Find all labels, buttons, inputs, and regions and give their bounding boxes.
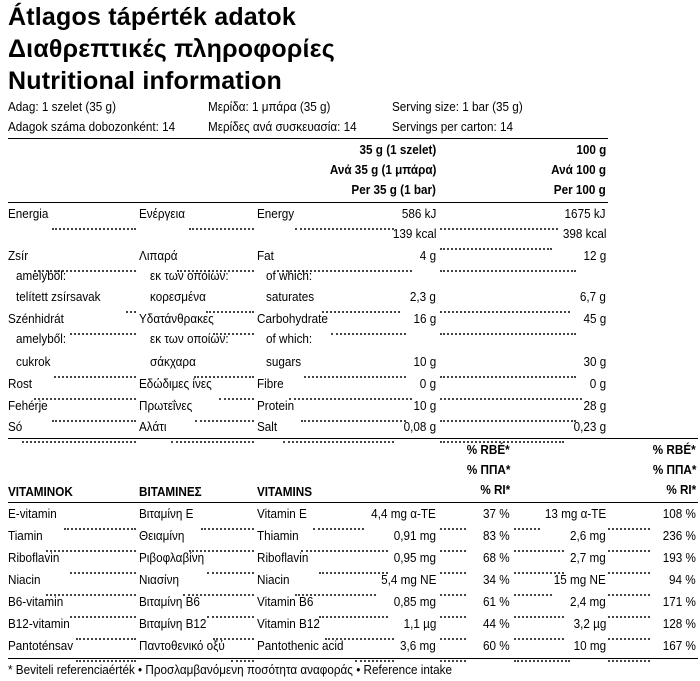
column-header-per-serving: Per 35 g (1 bar)	[351, 182, 436, 197]
nutrient-name-hu: telített zsírsavak	[16, 289, 101, 304]
vitamin-ri-per-100g: 94 %	[669, 572, 696, 587]
vitamin-ri-per-100g: 108 %	[662, 506, 696, 521]
vitamin-value-per-100g: 10 mg	[573, 638, 606, 653]
vitamin-name-el: Βιταμίνη Ε	[139, 506, 194, 521]
vitamin-name-el: Θειαμίνη	[139, 528, 185, 543]
nutrient-name-el: Πρωτεΐνες	[139, 398, 193, 413]
dot-leader	[440, 620, 466, 640]
vitamin-value-per-100g: 2,6 mg	[570, 528, 606, 543]
nutrient-name-en: Protein	[257, 398, 295, 413]
vitamin-value-per-100g: 2,4 mg	[570, 594, 606, 609]
vitamin-ri-per-serving: 68 %	[483, 550, 510, 565]
nutrient-value-per-100g: 12 g	[583, 248, 606, 263]
dot-leader	[440, 358, 576, 378]
vitamin-ri-per-100g: 128 %	[662, 616, 696, 631]
nutrient-name-en: Fat	[257, 248, 274, 263]
dot-leader	[331, 315, 406, 335]
dot-leader	[608, 642, 650, 662]
dot-leader	[319, 554, 388, 574]
title-english: Nutritional information	[8, 67, 283, 95]
dot-leader	[322, 293, 400, 313]
vitamin-name-hu: E-vitamin	[8, 506, 57, 521]
nutrient-name-en: Fibre	[257, 376, 284, 391]
vitamin-value-per-serving: 3,6 mg	[400, 638, 436, 653]
dot-leader	[313, 510, 364, 530]
dot-leader	[440, 510, 466, 530]
dot-leader	[514, 620, 564, 640]
dot-leader	[207, 598, 254, 618]
footnote: * Beviteli referenciaérték • Προσλαμβανόμενη ποσότητα αναφοράς • Reference intake	[8, 662, 452, 677]
vitamin-ri-per-serving: 34 %	[483, 572, 510, 587]
dot-leader	[440, 598, 466, 618]
nutrient-value-per-serving: 16 g	[413, 311, 436, 326]
nutrient-value-per-serving: 10 g	[413, 398, 436, 413]
vitamin-name-hu: B12-vitamin	[8, 616, 70, 631]
title-hungarian: Átlagos tápérték adatok	[8, 3, 297, 31]
dot-leader	[440, 315, 576, 335]
servings-per-box-el: Μερίδες ανά συσκευασία: 14	[208, 119, 357, 134]
column-header-per-serving: 35 g (1 szelet)	[359, 142, 436, 157]
nutrient-name-el: Ενέργεια	[139, 206, 185, 221]
nutrient-name-el: Αλάτι	[139, 419, 167, 434]
dot-leader	[319, 598, 388, 618]
serving-size-el: Μερίδα: 1 μπάρα (35 g)	[208, 99, 331, 114]
dot-leader	[64, 510, 136, 530]
nutrient-name-en: Energy	[257, 206, 295, 221]
nutrient-name-hu: Energia	[8, 206, 49, 221]
column-header-per-serving: Ανά 35 g (1 μπάρα)	[329, 162, 436, 177]
dot-leader	[189, 210, 254, 230]
nutrient-value-per-100g: 28 g	[583, 398, 606, 413]
divider	[8, 502, 698, 503]
dot-leader	[295, 210, 394, 230]
dot-leader	[440, 576, 466, 596]
vitamin-ri-per-100g: 236 %	[662, 528, 696, 543]
dot-leader	[440, 252, 576, 272]
nutrient-name-en: of which:	[266, 268, 313, 283]
ri-header-per-serving: % ΠΠΑ*	[466, 462, 510, 477]
dot-leader	[514, 510, 540, 530]
dot-leader	[440, 402, 576, 422]
dot-leader	[52, 402, 136, 422]
ri-header-per-serving: % RBÉ*	[467, 442, 510, 457]
vitamin-name-en: Thiamin	[257, 528, 299, 543]
dot-leader	[440, 532, 466, 552]
vitamin-name-el: Παντοθενικό οξύ	[139, 638, 225, 653]
dot-leader	[289, 380, 412, 400]
vitamin-name-hu: Niacin	[8, 572, 41, 587]
vitamin-ri-per-serving: 61 %	[483, 594, 510, 609]
nutrient-name-el: εκ των οποίων:	[150, 268, 229, 283]
vitamin-value-per-serving: 4,4 mg α-TE	[371, 506, 436, 521]
nutrient-name-en: of which:	[266, 331, 313, 346]
vitamin-name-hu: Riboflavin	[8, 550, 60, 565]
vitamin-name-hu: Tiamin	[8, 528, 43, 543]
nutrient-value-per-serving: 0,08 g	[403, 419, 436, 434]
vitamin-name-en: Vitamin B6	[257, 594, 314, 609]
dot-leader	[440, 293, 570, 313]
vitamin-name-en: Niacin	[257, 572, 290, 587]
vitamin-ri-per-100g: 167 %	[662, 638, 696, 653]
serving-size-en: Serving size: 1 bar (35 g)	[392, 99, 523, 114]
dot-leader	[46, 532, 136, 552]
vitamin-name-en: Vitamin E	[257, 506, 307, 521]
vitamin-name-hu: B6-vitamin	[8, 594, 64, 609]
nutrient-name-hu: Zsír	[8, 248, 29, 263]
dot-leader	[52, 210, 136, 230]
vitamin-value-per-serving: 5,4 mg NE	[380, 572, 436, 587]
nutrient-value-per-serving: 139 kcal	[392, 226, 436, 241]
nutrient-name-el: Λιπαρά	[139, 248, 178, 263]
dot-leader	[608, 532, 650, 552]
ri-header-per-100g: % RI*	[666, 482, 696, 497]
dot-leader	[301, 402, 406, 422]
vitamins-header-el: ΒΙΤΑΜΙΝΕΣ	[139, 484, 202, 499]
vitamins-header-en: VITAMINS	[257, 484, 313, 499]
divider	[8, 658, 698, 659]
divider	[8, 438, 698, 439]
nutrient-name-en: Salt	[257, 419, 278, 434]
nutrient-name-el: κορεσμένα	[150, 289, 206, 304]
vitamin-ri-per-100g: 171 %	[662, 594, 696, 609]
nutrient-value-per-100g: 398 kcal	[562, 226, 606, 241]
nutrient-name-en: saturates	[266, 289, 315, 304]
nutrient-value-per-100g: 6,7 g	[579, 289, 606, 304]
nutrient-value-per-serving: 586 kJ	[401, 206, 436, 221]
nutrient-value-per-100g: 30 g	[583, 354, 606, 369]
nutrient-name-hu: Szénhidrát	[8, 311, 64, 326]
dot-leader	[514, 532, 564, 552]
vitamin-name-el: Νιασίνη	[139, 572, 179, 587]
vitamin-value-per-100g: 2,7 mg	[570, 550, 606, 565]
nutrient-value-per-serving: 10 g	[413, 354, 436, 369]
dot-leader	[440, 554, 466, 574]
dot-leader	[514, 598, 564, 618]
nutrient-value-per-100g: 0,23 g	[573, 419, 606, 434]
dot-leader	[608, 554, 650, 574]
dot-leader	[304, 358, 406, 378]
title-greek: Διαθρεπτικές πληροφορίες	[8, 35, 335, 63]
dot-leader	[76, 642, 136, 662]
dot-leader	[608, 576, 650, 596]
dot-leader	[207, 554, 254, 574]
dot-leader	[283, 423, 394, 443]
nutrient-value-per-100g: 45 g	[583, 311, 606, 326]
vitamin-ri-per-100g: 193 %	[662, 550, 696, 565]
vitamin-value-per-serving: 0,85 mg	[393, 594, 436, 609]
column-header-per-100g: Ανά 100 g	[551, 162, 606, 177]
nutrient-name-el: σάκχαρα	[150, 354, 196, 369]
vitamin-name-el: Ριβοφλαβίνη	[139, 550, 205, 565]
dot-leader	[608, 620, 650, 640]
nutrient-name-hu: cukrok	[16, 354, 51, 369]
dot-leader	[514, 642, 570, 662]
nutrient-name-el: Υδατάνθρακες	[139, 311, 214, 326]
nutrient-value-per-serving: 2,3 g	[409, 289, 436, 304]
dot-leader	[70, 598, 136, 618]
serving-size-hu: Adag: 1 szelet (35 g)	[8, 99, 116, 114]
dot-leader	[126, 293, 136, 313]
vitamin-ri-per-serving: 83 %	[483, 528, 510, 543]
dot-leader	[440, 642, 466, 662]
ri-header-per-100g: % RBÉ*	[653, 442, 696, 457]
dot-leader	[171, 423, 254, 443]
dot-leader	[34, 380, 136, 400]
dot-leader	[231, 642, 254, 662]
vitamin-name-en: Pantothenic acid	[257, 638, 344, 653]
nutrient-name-hu: Só	[8, 419, 23, 434]
nutrient-name-en: sugars	[266, 354, 302, 369]
vitamin-name-hu: Pantoténsav	[8, 638, 74, 653]
vitamin-value-per-100g: 15 mg NE	[553, 572, 606, 587]
ri-header-per-100g: % ΠΠΑ*	[652, 462, 696, 477]
nutrient-name-el: Εδώδιμες ίνες	[139, 376, 212, 391]
vitamin-value-per-serving: 0,95 mg	[393, 550, 436, 565]
divider	[8, 138, 608, 139]
column-header-per-100g: Per 100 g	[553, 182, 606, 197]
servings-per-box-hu: Adagok száma dobozonként: 14	[8, 119, 176, 134]
nutrient-name-hu: amelyből:	[16, 268, 67, 283]
dot-leader	[608, 598, 650, 618]
dot-leader	[514, 576, 552, 596]
nutrient-name-hu: Fehérje	[8, 398, 48, 413]
nutrient-value-per-serving: 0 g	[419, 376, 436, 391]
dot-leader	[355, 642, 394, 662]
nutrient-value-per-100g: 1675 kJ	[565, 206, 606, 221]
dot-leader	[608, 510, 650, 530]
nutrient-name-el: εκ των οποίων:	[150, 331, 229, 346]
vitamin-name-en: Vitamin B12	[257, 616, 320, 631]
dot-leader	[70, 315, 136, 335]
column-header-per-100g: 100 g	[576, 142, 606, 157]
servings-per-box-en: Servings per carton: 14	[392, 119, 513, 134]
dot-leader	[301, 532, 388, 552]
nutrient-value-per-serving: 4 g	[419, 248, 436, 263]
vitamin-value-per-100g: 3,2 µg	[573, 616, 606, 631]
nutrient-value-per-100g: 0 g	[589, 376, 606, 391]
nutrient-name-en: Carbohydrate	[257, 311, 328, 326]
vitamins-header-hu: VITAMINOK	[8, 484, 73, 499]
nutrient-name-hu: Rost	[8, 376, 33, 391]
dot-leader	[76, 620, 136, 640]
ri-header-per-serving: % RI*	[480, 482, 510, 497]
nutrient-name-hu: amelyből:	[16, 331, 67, 346]
vitamin-ri-per-serving: 37 %	[483, 506, 510, 521]
dot-leader	[22, 423, 136, 443]
vitamin-value-per-100g: 13 mg α-TE	[544, 506, 606, 521]
dot-leader	[195, 402, 254, 422]
vitamin-value-per-serving: 0,91 mg	[393, 528, 436, 543]
dot-leader	[440, 380, 582, 400]
dot-leader	[219, 380, 254, 400]
dot-leader	[70, 554, 136, 574]
vitamin-name-el: Βιταμίνη Β12	[139, 616, 207, 631]
vitamin-ri-per-serving: 60 %	[483, 638, 510, 653]
dot-leader	[201, 510, 254, 530]
dot-leader	[440, 230, 552, 250]
vitamin-value-per-serving: 1,1 µg	[403, 616, 436, 631]
vitamin-name-en: Riboflavin	[257, 550, 309, 565]
vitamin-ri-per-serving: 44 %	[483, 616, 510, 631]
dot-leader	[54, 358, 136, 378]
dot-leader	[440, 210, 558, 230]
vitamin-name-el: Βιταμίνη Β6	[139, 594, 200, 609]
divider	[8, 202, 608, 203]
